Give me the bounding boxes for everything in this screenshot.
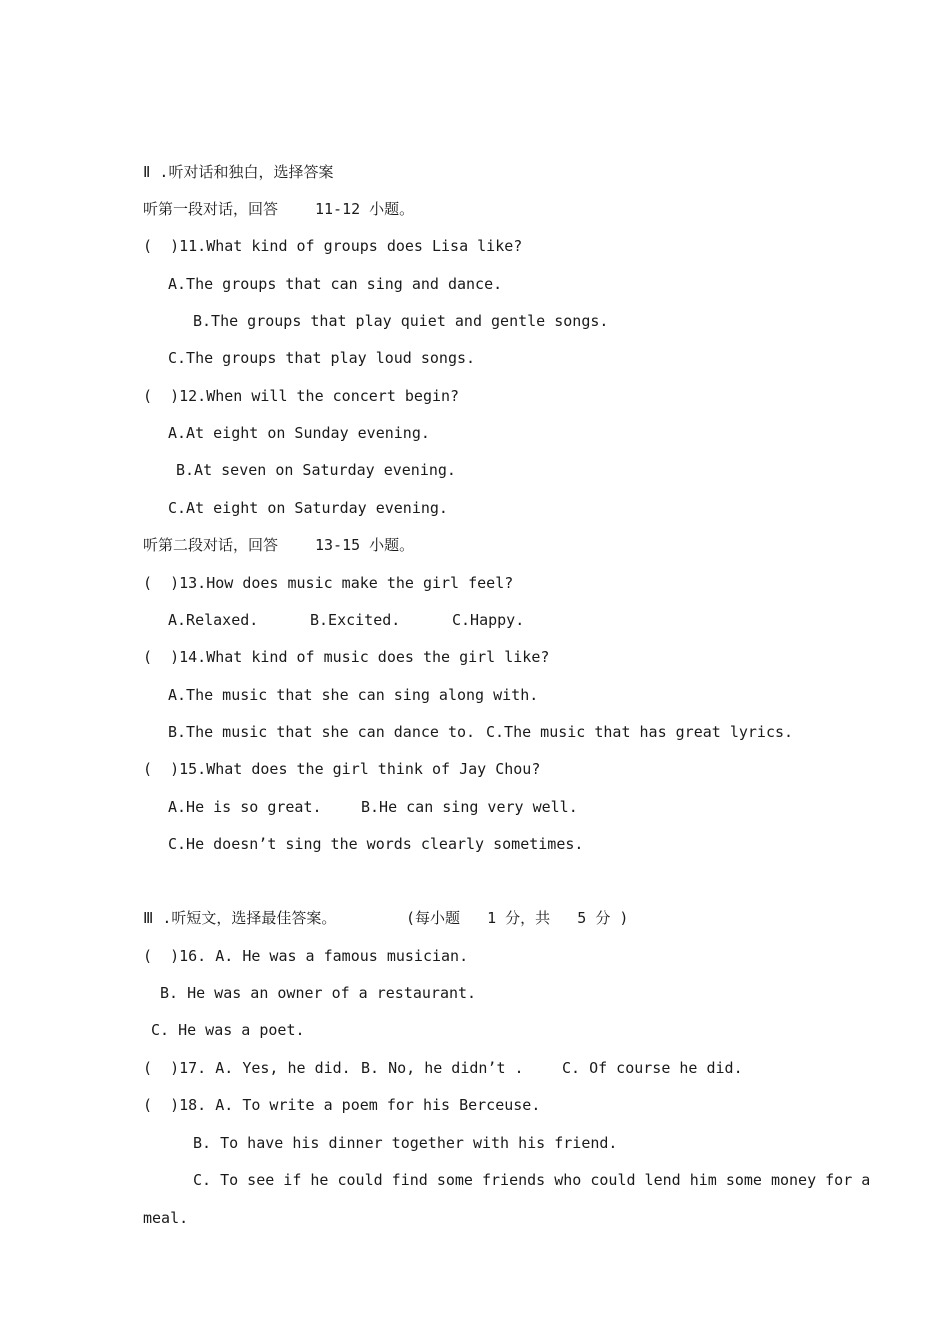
question-14-stem: ( )14.What kind of music does the girl like? (143, 648, 550, 666)
question-14-option-c: C.The music that has great lyrics. (486, 723, 794, 741)
question-15-stem: ( )15.What does the girl think of Jay Chou? (143, 760, 541, 778)
question-11-option-c: C.The groups that play loud songs. (168, 349, 476, 367)
question-16-option-c: C. He was a poet. (151, 1021, 305, 1039)
question-17-stem: ( )17. A. Yes, he did. (143, 1059, 351, 1077)
question-17-option-b: B. No, he didn’t . (361, 1059, 524, 1077)
question-12-stem: ( )12.When will the concert begin? (143, 387, 460, 405)
question-18-stem: ( )18. A. To write a poem for his Berceuse. (143, 1096, 541, 1114)
section-heading-listening-passage: Ⅲ .听短文，选择最佳答案。 (143, 909, 337, 927)
question-15-option-b: B.He can sing very well. (361, 798, 578, 816)
question-14-option-b: B.The music that she can dance to. (168, 723, 476, 741)
part-b-instruction: 听第二段对话，回答 (143, 536, 279, 554)
question-11-option-b: B.The groups that play quiet and gentle songs. (193, 312, 609, 330)
question-13-option-a: A.Relaxed. (168, 611, 259, 629)
question-11-option-a: A.The groups that can sing and dance. (168, 275, 503, 293)
part-a-range: 11-12 小题。 (315, 200, 415, 218)
question-16-stem: ( )16. A. He was a famous musician. (143, 947, 469, 965)
section-heading-listening-dialogues: Ⅱ .听对话和独白，选择答案 (143, 163, 334, 181)
question-12-option-b: B.At seven on Saturday evening. (176, 461, 456, 479)
question-15-option-a: A.He is so great. (168, 798, 322, 816)
question-12-option-a: A.At eight on Sunday evening. (168, 424, 430, 442)
part-b-range: 13-15 小题。 (315, 536, 415, 554)
question-12-option-c: C.At eight on Saturday evening. (168, 499, 448, 517)
question-16-option-b: B. He was an owner of a restaurant. (160, 984, 477, 1002)
question-18-option-c: C. To see if he could find some friends who could lend him some money for a (193, 1171, 871, 1189)
question-11-stem: ( )11.What kind of groups does Lisa like? (143, 237, 523, 255)
question-13-stem: ( )13.How does music make the girl feel? (143, 574, 514, 592)
section-score-note: (每小题 1 分，共 5 分 ) (406, 909, 629, 927)
question-15-option-c: C.He doesn’t sing the words clearly sometimes. (168, 835, 584, 853)
question-14-option-a: A.The music that she can sing along with. (168, 686, 539, 704)
question-17-option-c: C. Of course he did. (562, 1059, 743, 1077)
question-18-option-b: B. To have his dinner together with his friend. (193, 1134, 618, 1152)
question-13-option-b: B.Excited. (310, 611, 401, 629)
question-18-option-c-continued: meal. (143, 1209, 189, 1227)
part-a-instruction: 听第一段对话，回答 (143, 200, 279, 218)
question-13-option-c: C.Happy. (452, 611, 525, 629)
